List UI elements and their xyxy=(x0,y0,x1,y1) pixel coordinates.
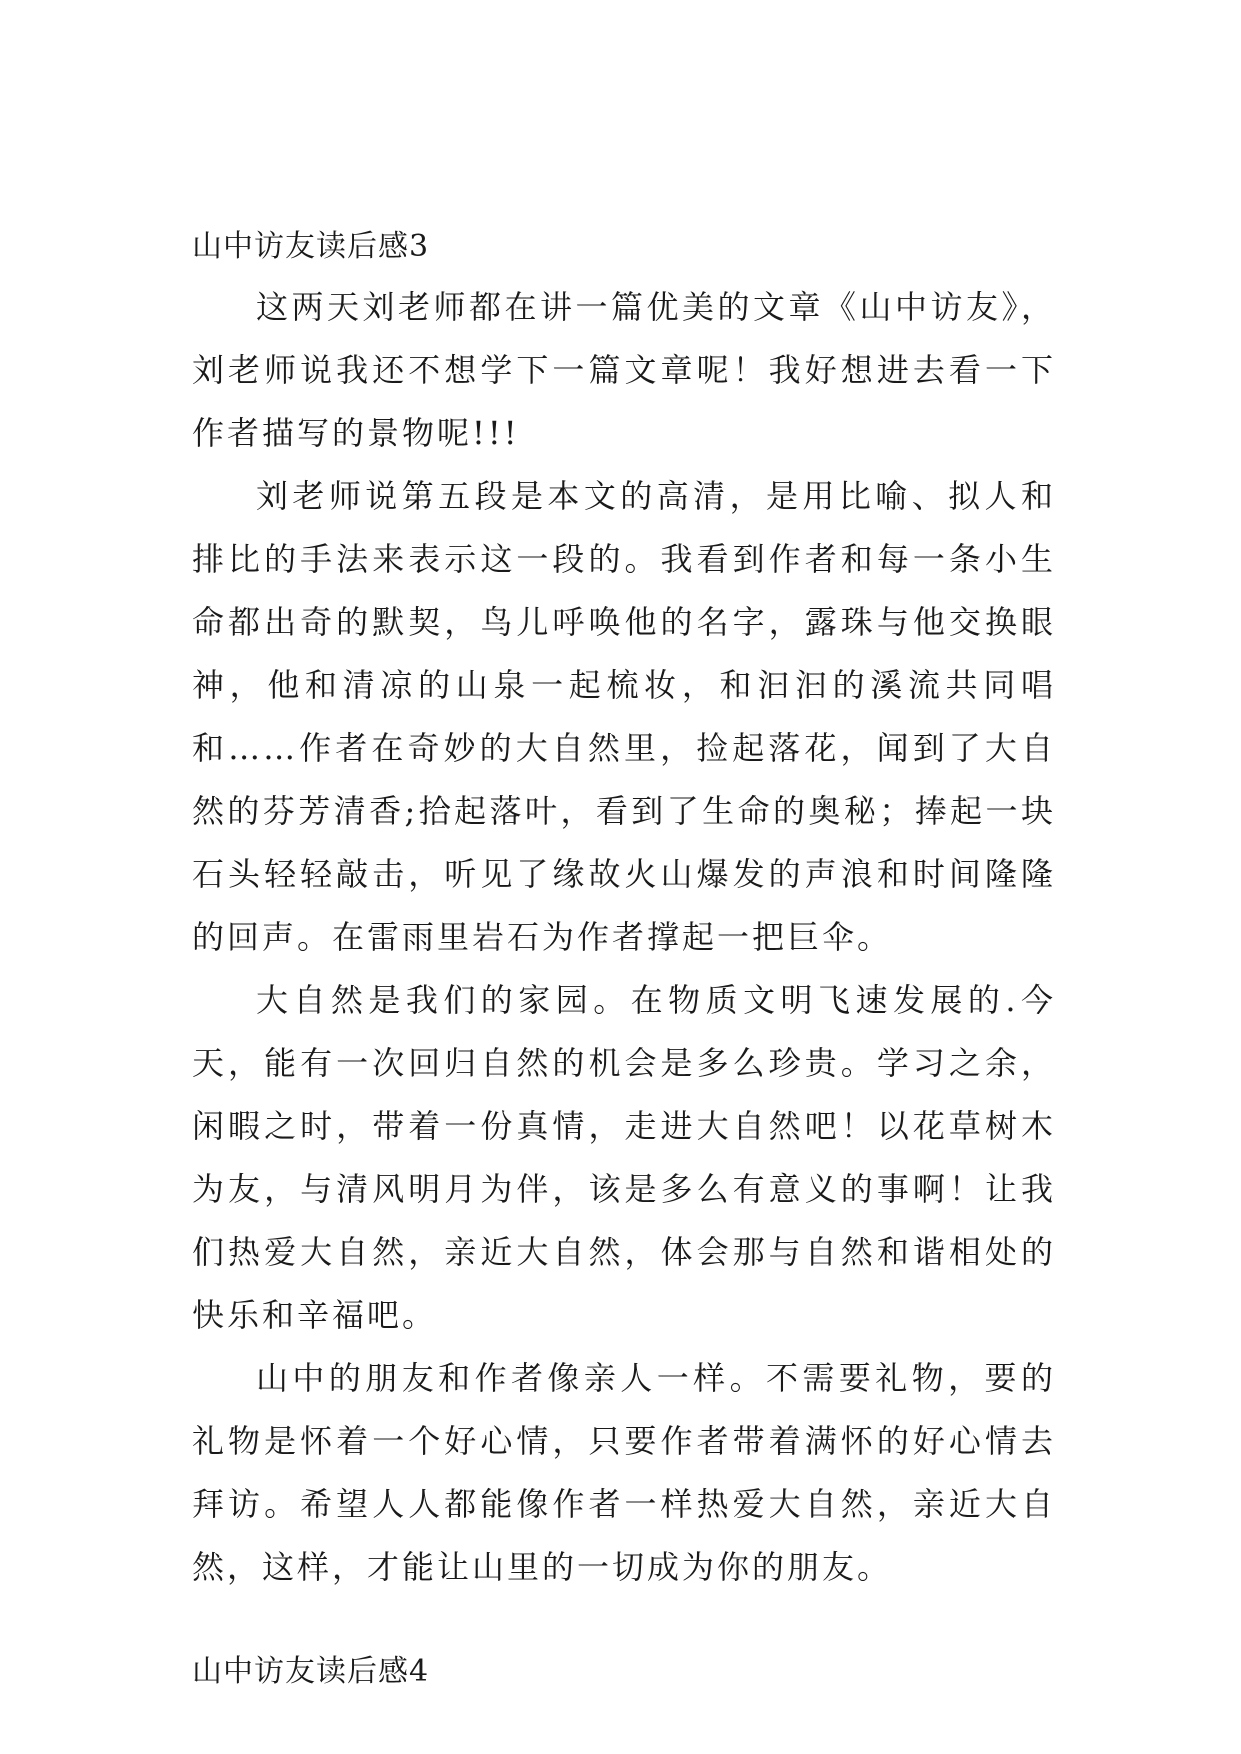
section-3-paragraph-3: 大自然是我们的家园。在物质文明飞速发展的.今天，能有一次回归自然的机会是多么珍贵。学习之余，闲暇之时，带着一份真情，走进大自然吧！以花草树木为友，与清风明月为伴，该是多么有意义的事啊！让我们热爱大自然，亲近大自然，体会那与自然和谐相处的快乐和辛福吧。 xyxy=(192,981,1056,1334)
section-3-title: 山中访友读后感3 xyxy=(192,229,430,264)
section-spacer xyxy=(192,1599,1056,1643)
section-4-title: 山中访友读后感4 xyxy=(192,1654,430,1689)
section-3-paragraph-2: 刘老师说第五段是本文的高清，是用比喻、拟人和排比的手法来表示这一段的。我看到作者和每一条小生命都出奇的默契，鸟儿呼唤他的名字，露珠与他交换眼神，他和清凉的山泉一起梳妆，和汩汩的溪流共同唱和……作者在奇妙的大自然里，捡起落花，闻到了大自然的芬芳清香;拾起落叶，看到了生命的奥秘；捧起一块石头轻轻敲击，听见了缘故火山爆发的声浪和时间隆隆的回声。在雷雨里岩石为作者撑起一把巨伞。 xyxy=(192,477,1056,956)
section-3-paragraph-4: 山中的朋友和作者像亲人一样。不需要礼物，要的礼物是怀着一个好心情，只要作者带着满怀的好心情去拜访。希望人人都能像作者一样热爱大自然，亲近大自然，这样，才能让山里的一切成为你的朋友。 xyxy=(192,1359,1056,1586)
section-3-paragraph-1: 这两天刘老师都在讲一篇优美的文章《山中访友》，刘老师说我还不想学下一篇文章呢！我好想进去看一下作者描写的景物呢!!! xyxy=(192,288,1056,452)
document-body xyxy=(192,218,1056,1701)
